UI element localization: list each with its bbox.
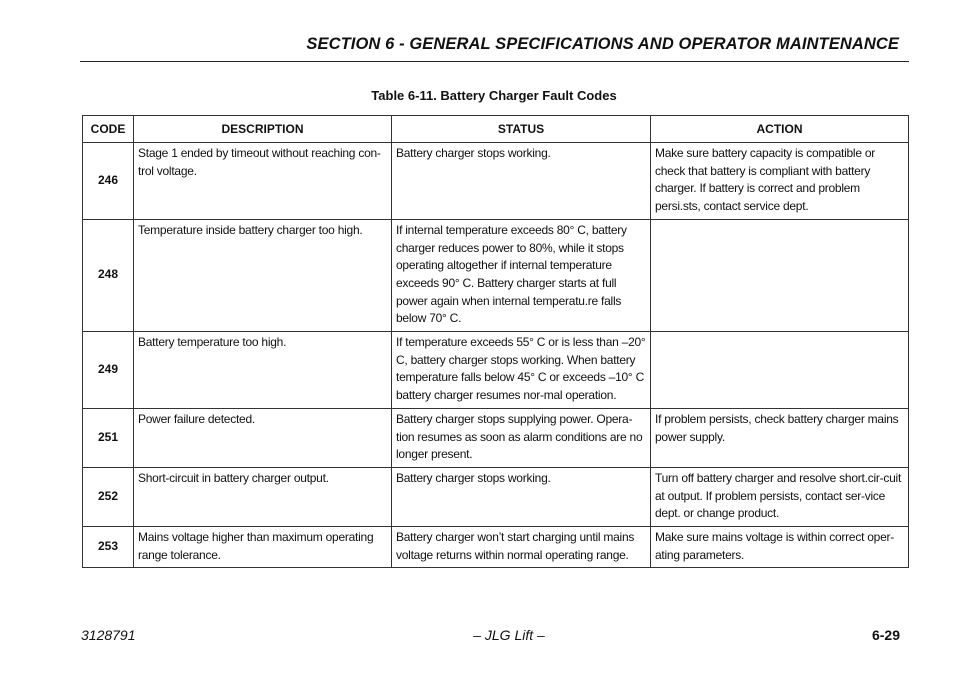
table-row [83, 408, 909, 467]
fault-action [651, 219, 909, 331]
table-header-row [83, 116, 909, 143]
fault-status: If temperature exceeds 55° C or is less than –20° C, battery charger stops working. When battery temperature falls below 45° C or exceeds –10° C battery charger resumes nor-mal operation. [392, 332, 651, 409]
column-header-description: DESCRIPTION [134, 116, 392, 143]
table-row [83, 332, 909, 409]
fault-description: Power failure detected. [134, 408, 392, 467]
fault-action [651, 332, 909, 409]
fault-action: Turn off battery charger and resolve short.cir-cuit at output. If problem persists, contact ser-vice dept. or change product. [651, 467, 909, 526]
table-caption: Table 6-11. Battery Charger Fault Codes [371, 88, 617, 103]
column-header-code: CODE [83, 116, 134, 143]
fault-code: 251 [83, 408, 134, 467]
fault-status: Battery charger stops working. [392, 143, 651, 220]
fault-code: 252 [83, 467, 134, 526]
fault-code: 248 [83, 219, 134, 331]
fault-description: Stage 1 ended by timeout without reaching con-trol voltage. [134, 143, 392, 220]
column-header-action: ACTION [651, 116, 909, 143]
table-row [83, 143, 909, 220]
fault-description: Short-circuit in battery charger output. [134, 467, 392, 526]
table-row [83, 219, 909, 331]
section-title: SECTION 6 - GENERAL SPECIFICATIONS AND OPERATOR MAINTENANCE [306, 35, 899, 53]
fault-description: Battery temperature too high. [134, 332, 392, 409]
fault-status: If internal temperature exceeds 80° C, battery charger reduces power to 80%, while it stops operating altogether if internal temperature exceeds 90° C. Battery charger starts at full power again when internal temperatu.re falls below 70° C. [392, 219, 651, 331]
fault-description: Temperature inside battery charger too high. [134, 219, 392, 331]
document-number: 3128791 [81, 627, 136, 643]
header-divider [80, 61, 909, 62]
fault-codes-table [82, 115, 909, 568]
fault-status: Battery charger stops supplying power. Opera-tion resumes as soon as alarm conditions are no longer present. [392, 408, 651, 467]
fault-description: Mains voltage higher than maximum operating range tolerance. [134, 527, 392, 568]
fault-code: 246 [83, 143, 134, 220]
page-number: 6-29 [871, 627, 900, 643]
fault-status: Battery charger won’t start charging until mains voltage returns within normal operating range. [392, 527, 651, 568]
fault-code: 253 [83, 527, 134, 568]
table-row [83, 467, 909, 526]
fault-action: Make sure battery capacity is compatible or check that battery is compliant with battery charger. If battery is correct and problem persi.sts, contact service dept. [651, 143, 909, 220]
fault-action: Make sure mains voltage is within correct oper-ating parameters. [651, 527, 909, 568]
fault-code: 249 [83, 332, 134, 409]
fault-status: Battery charger stops working. [392, 467, 651, 526]
fault-action: If problem persists, check battery charger mains power supply. [651, 408, 909, 467]
table-row [83, 527, 909, 568]
column-header-status: STATUS [392, 116, 651, 143]
footer-brand: – JLG Lift – [473, 627, 545, 643]
